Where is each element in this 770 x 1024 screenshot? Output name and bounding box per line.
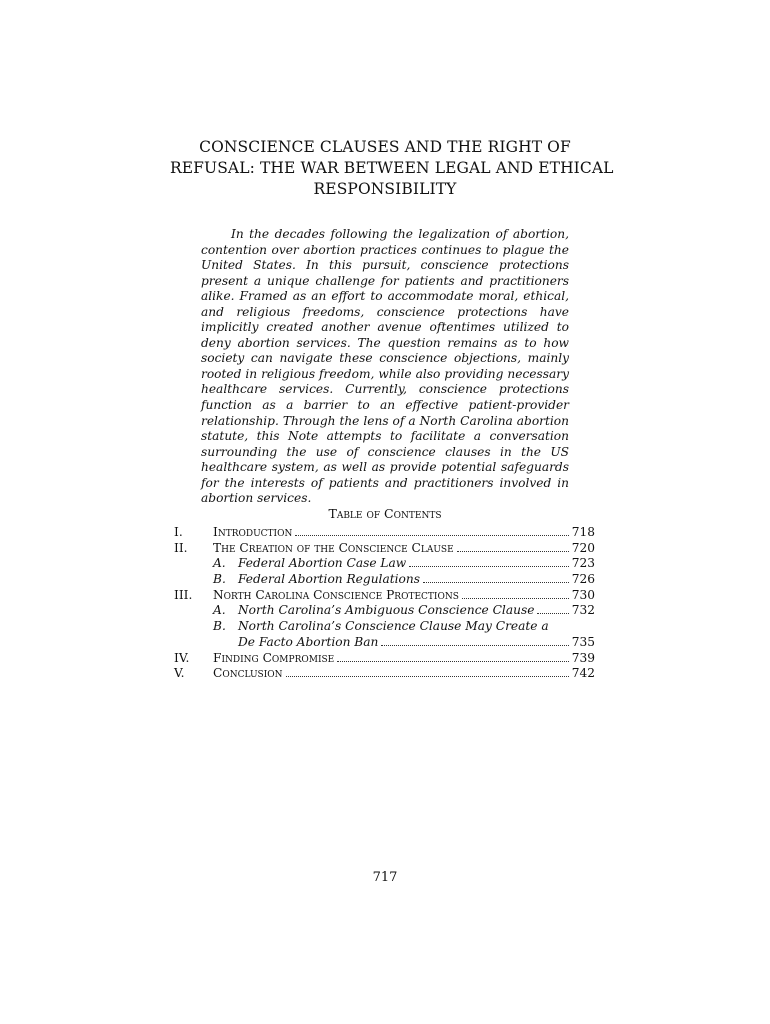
dot-leader [286, 667, 569, 677]
toc-entry-letter: B. [213, 619, 226, 634]
toc-entry-page: 742 [571, 666, 595, 681]
toc-entry-page: 732 [571, 603, 595, 618]
dot-leader [337, 652, 569, 662]
dot-leader [423, 573, 569, 583]
toc-entry-page: 735 [571, 634, 595, 649]
toc-entry-label: North Carolina’s Ambiguous Conscience Clause [238, 603, 535, 618]
toc-entry-label: Conclusion [213, 666, 283, 681]
toc-entry-nc-protections [174, 588, 595, 604]
title-line-3: RESPONSIBILITY [313, 180, 457, 198]
dot-leader [409, 557, 569, 567]
toc-heading: Table of Contents [328, 506, 442, 521]
title-line-2: REFUSAL: THE WAR BETWEEN LEGAL AND ETHICAL [170, 159, 614, 177]
toc-entry-page: 726 [571, 572, 595, 587]
toc-entry-letter: A. [213, 556, 226, 571]
toc-entry-regulations [174, 572, 595, 588]
toc-entry-de-facto-ban-continued [174, 635, 595, 651]
toc-entry-page: 739 [571, 650, 595, 665]
toc-entry-label: Introduction [213, 525, 293, 539]
title-line-1: CONSCIENCE CLAUSES AND THE RIGHT OF [199, 138, 571, 156]
toc-entry-page: 730 [571, 587, 595, 602]
dot-leader [381, 636, 568, 646]
toc-entry-number: V. [174, 666, 185, 681]
toc-entry-label: Federal Abortion Regulations [238, 572, 420, 587]
toc-entry-compromise [174, 651, 595, 667]
toc-entry-page: 718 [571, 525, 595, 539]
table-of-contents [174, 525, 595, 682]
toc-entry-letter: B. [213, 572, 226, 587]
toc-entry-label: Finding Compromise [213, 650, 335, 665]
toc-entry-label: Federal Abortion Case Law [238, 556, 407, 571]
toc-entry-case-law [174, 556, 595, 572]
toc-entry-introduction [174, 525, 595, 541]
dot-leader [537, 604, 568, 614]
toc-entry-ambiguous-clause [174, 603, 595, 619]
toc-entry-label: North Carolina Conscience Protections [213, 587, 459, 602]
toc-entry-page: 723 [571, 556, 595, 571]
page-number: 717 [372, 870, 398, 885]
abstract [201, 227, 569, 507]
toc-entry-de-facto-ban [174, 619, 595, 635]
toc-entry-number: I. [174, 525, 183, 539]
toc-entry-label: The Creation of the Conscience Clause [213, 540, 454, 555]
toc-entry-number: IV. [174, 650, 190, 665]
abstract-paragraph: In the decades following the legalization of abortion, contention over abortion practices continues to plague the United States. In this pursuit, conscience protections present a unique challenge for patients and practitioners alike. Framed as an effort to accommodate moral, ethical, and religious freedoms, conscience protections have implicitly created another avenue oftentimes utilized to deny abortion services. The question remains as to how society can navigate these conscience objections, mainly rooted in religious freedom, while also providing necessary healthcare services. Currently, conscience protections function as a barrier to an effective patient-provider relationship. Through the lens of a North Carolina abortion statute, this Note attempts to facilitate a conversation surrounding the use of conscience clauses in the US healthcare system, as well as provide potential safeguards for the interests of patients and practitioners involved in abortion services. [201, 227, 569, 506]
toc-entry-label: North Carolina’s Conscience Clause May Create a [238, 619, 549, 634]
article-title [170, 137, 614, 200]
toc-entry-letter: A. [213, 603, 226, 618]
dot-leader [295, 526, 568, 536]
toc-entry-label-continued: De Facto Abortion Ban [238, 634, 379, 649]
dot-leader [457, 542, 569, 552]
toc-entry-number: II. [174, 540, 188, 555]
toc-entry-creation [174, 541, 595, 557]
toc-entry-page: 720 [571, 540, 595, 555]
toc-entry-conclusion [174, 666, 595, 682]
toc-entry-number: III. [174, 587, 193, 602]
dot-leader [462, 589, 569, 599]
